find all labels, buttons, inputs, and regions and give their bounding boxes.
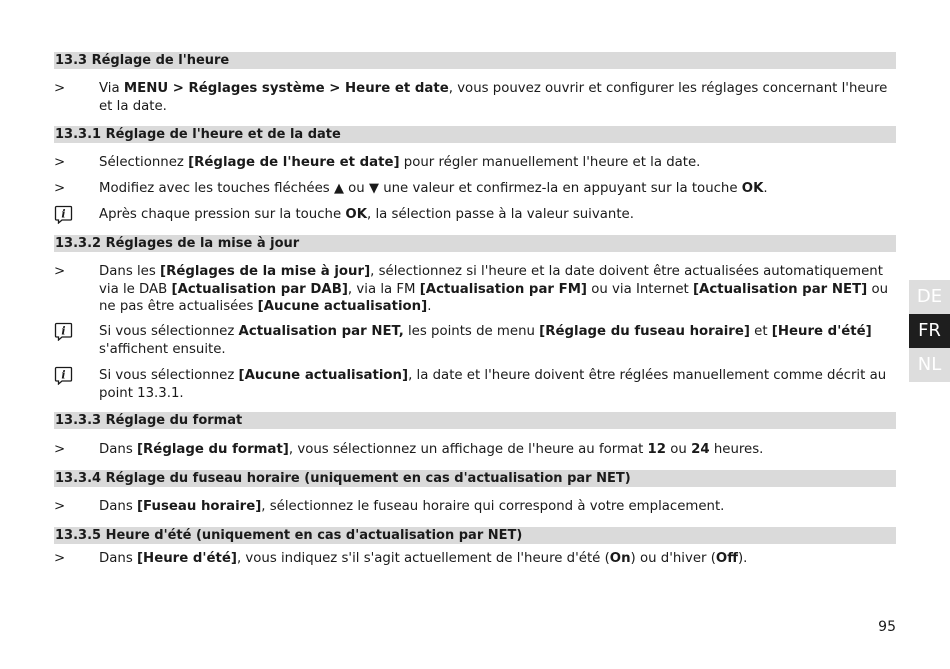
- bullet-marker: >: [54, 499, 66, 514]
- bullet-marker: >: [54, 81, 66, 96]
- language-tab-de[interactable]: DE: [909, 280, 950, 314]
- instruction-text: Dans les [Réglages de la mise à jour], sélectionnez si l'heure et la date doivent être actualisées automatiquement via le DAB [Actualisation par DAB], via la FM [Actualisation par FM] ou via Internet [Actualisation par NET] ou ne pas être actualisées [Aucune actualisation].: [99, 264, 889, 314]
- info-icon: [54, 367, 84, 385]
- instruction-text: Dans [Fuseau horaire], sélectionnez le fuseau horaire qui correspond à votre emplacement.: [99, 499, 725, 514]
- info-text: Si vous sélectionnez Actualisation par NET, les points de menu [Réglage du fuseau horaire] et [Heure d'été] s'affichent ensuite.: [99, 324, 872, 357]
- info-icon: [54, 323, 84, 341]
- page-number: 95: [878, 619, 896, 635]
- language-tab-fr[interactable]: FR: [909, 314, 950, 348]
- arrow-down-icon: ▼: [368, 181, 379, 196]
- bullet-marker: >: [54, 155, 66, 170]
- bullet-marker: >: [54, 442, 66, 457]
- instruction-text: Sélectionnez [Réglage de l'heure et date] pour régler manuellement l'heure et la date.: [99, 155, 701, 170]
- bullet-marker: >: [54, 264, 66, 279]
- info-icon: [54, 206, 84, 224]
- svg-text:i: i: [61, 324, 66, 338]
- section-heading-13-3-5: 13.3.5 Heure d'été (uniquement en cas d'actualisation par NET): [54, 527, 896, 544]
- bullet-marker: >: [54, 551, 66, 566]
- section-heading-13-3: 13.3 Réglage de l'heure: [54, 52, 896, 69]
- instruction-text: Via MENU > Réglages système > Heure et date, vous pouvez ouvrir et configurer les réglages concernant l'heure et la date.: [99, 81, 888, 114]
- section-heading-13-3-2: 13.3.2 Réglages de la mise à jour: [54, 235, 896, 252]
- section-heading-13-3-3: 13.3.3 Réglage du format: [54, 412, 896, 429]
- language-tab-nl[interactable]: NL: [909, 348, 950, 382]
- info-text: Si vous sélectionnez [Aucune actualisation], la date et l'heure doivent être réglées manuellement comme décrit au point 13.3.1.: [99, 368, 887, 401]
- bullet-marker: >: [54, 181, 66, 196]
- section-heading-13-3-4: 13.3.4 Réglage du fuseau horaire (uniquement en cas d'actualisation par NET): [54, 470, 896, 487]
- info-text: Après chaque pression sur la touche OK, la sélection passe à la valeur suivante.: [99, 207, 634, 222]
- svg-text:i: i: [61, 368, 66, 382]
- arrow-up-icon: ▲: [333, 181, 344, 196]
- instruction-text: Dans [Réglage du format], vous sélectionnez un affichage de l'heure au format 12 ou 24 heures.: [99, 442, 764, 457]
- section-heading-13-3-1: 13.3.1 Réglage de l'heure et de la date: [54, 126, 896, 143]
- svg-text:i: i: [61, 207, 66, 221]
- instruction-text: Dans [Heure d'été], vous indiquez s'il s'agit actuellement de l'heure d'été (On) ou d'hiver (Off).: [99, 551, 748, 566]
- instruction-text: Modifiez avec les touches fléchées ▲ ou ▼ une valeur et confirmez-la en appuyant sur la touche OK.: [99, 181, 768, 196]
